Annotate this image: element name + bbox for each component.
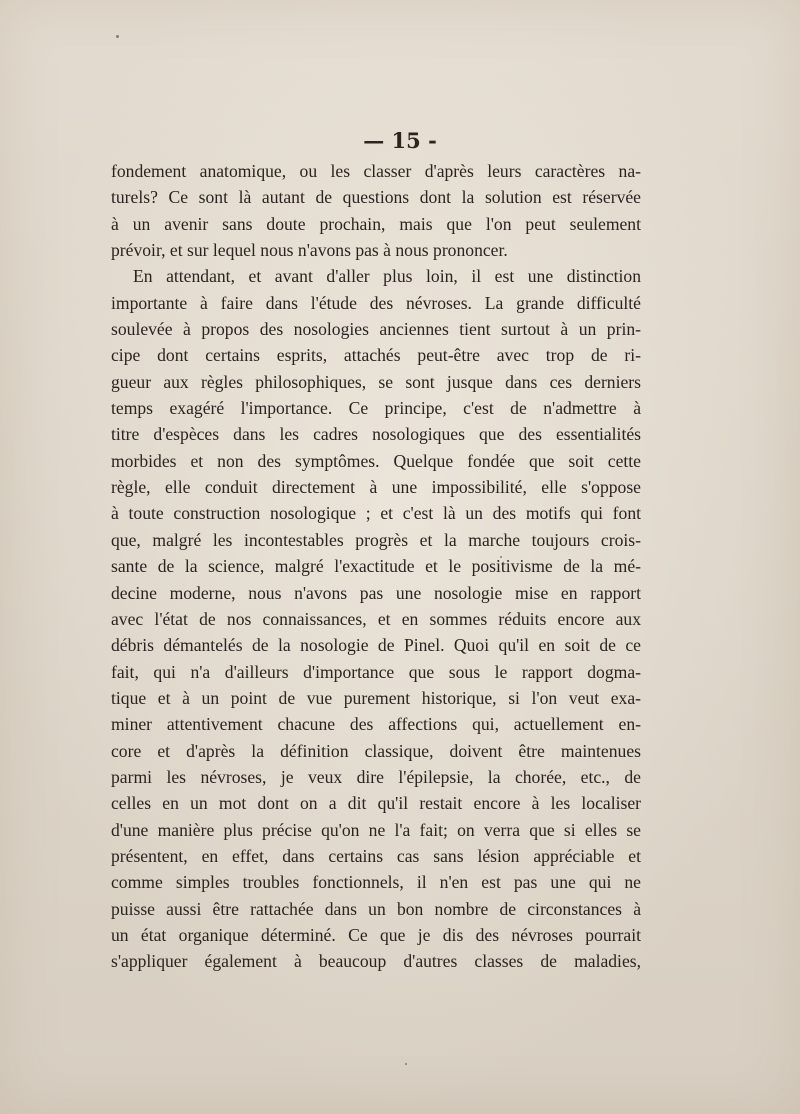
text-line: temps exagéré l'importance. Ce principe, c'est de n'admettre à bbox=[111, 398, 641, 419]
text-line: s'appliquer également à beaucoup d'autres classes de maladies, bbox=[111, 951, 641, 972]
text-line: titre d'espèces dans les cadres nosologiques que des essentialités bbox=[111, 424, 641, 445]
text-line: core et d'après la définition classique, doivent être maintenues bbox=[111, 740, 641, 761]
text-line: puisse aussi être rattachée dans un bon nombre de circonstances à bbox=[111, 898, 641, 919]
text-line: tique et à un point de vue purement historique, si l'on veut exa- bbox=[111, 687, 641, 708]
body-text bbox=[111, 158, 641, 975]
text-line: importante à faire dans l'étude des névroses. La grande difficulté bbox=[111, 292, 641, 313]
text-line: fondement anatomique, ou les classer d'après leurs caractères na- bbox=[111, 161, 641, 181]
text-line: avec l'état de nos connaissances, et en sommes réduits encore aux bbox=[111, 608, 641, 629]
text-line: soulevée à propos des nosologies anciennes tient surtout à un prin- bbox=[111, 319, 641, 340]
text-line: sante de la science, malgré l'exactitude et le positivisme de la mé- bbox=[111, 556, 641, 577]
text-line: En attendant, et avant d'aller plus loin, il est une distinction bbox=[133, 266, 641, 287]
text-line: à toute construction nosologique ; et c'est là un des motifs qui font bbox=[111, 503, 641, 524]
text-line: gueur aux règles philosophiques, se sont jusque dans ces derniers bbox=[111, 371, 641, 392]
text-line: débris démantelés de la nosologie de Pinel. Quoi qu'il en soit de ce bbox=[111, 635, 641, 656]
text-line: que, malgré les incontestables progrès et la marche toujours crois- bbox=[111, 529, 641, 550]
text-line: règle, elle conduit directement à une impossibilité, elle s'oppose bbox=[111, 477, 641, 498]
text-line: parmi les névroses, je veux dire l'épilepsie, la chorée, etc., de bbox=[111, 766, 641, 787]
text-line: fait, qui n'a d'ailleurs d'importance que sous le rapport dogma- bbox=[111, 661, 641, 682]
text-line: d'une manière plus précise qu'on ne l'a fait; on verra que si elles se bbox=[111, 819, 641, 840]
text-line: decine moderne, nous n'avons pas une nosologie mise en rapport bbox=[111, 582, 641, 603]
text-line: celles en un mot dont on a dit qu'il restait encore à les localiser bbox=[111, 793, 641, 814]
text-line: miner attentivement chacune des affections qui, actuellement en- bbox=[111, 714, 641, 735]
text-line: morbides et non des symptômes. Quelque fondée que soit cette bbox=[111, 450, 641, 471]
text-line: présentent, en effet, dans certains cas sans lésion appréciable et bbox=[111, 845, 641, 866]
text-line: à un avenir sans doute prochain, mais que l'on peut seulement bbox=[111, 213, 641, 234]
text-line: comme simples troubles fonctionnels, il n'en est pas une qui ne bbox=[111, 872, 641, 893]
page-number: — 15 - bbox=[363, 128, 437, 153]
paper-speck bbox=[405, 1063, 407, 1065]
text-line: turels? Ce sont là autant de questions dont la solution est réservée bbox=[111, 187, 641, 208]
text-line: un état organique déterminé. Ce que je dis des névroses pourrait bbox=[111, 924, 641, 945]
text-line: prévoir, et sur lequel nous n'avons pas à nous prononcer. bbox=[111, 240, 508, 261]
text-line: cipe dont certains esprits, attachés peut-être avec trop de ri- bbox=[111, 345, 641, 366]
paper-speck bbox=[116, 35, 119, 38]
